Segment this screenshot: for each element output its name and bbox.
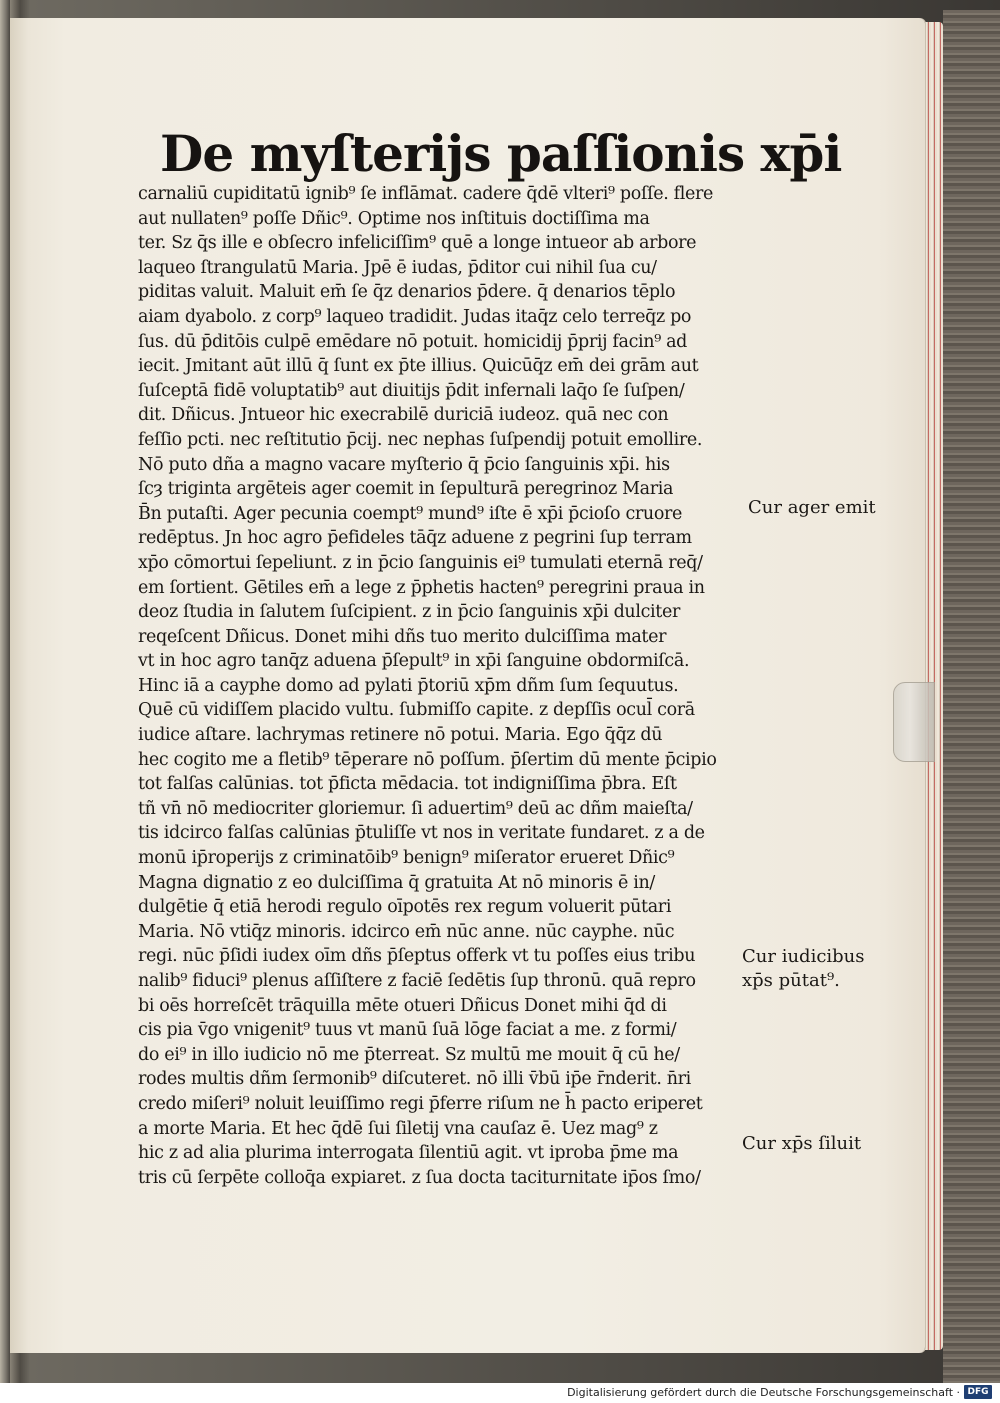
text-line: cis pia v̄go vnigenit⁹ tuus vt manū ſuā lōge faciat a me. z formi/ (138, 1020, 677, 1041)
text-line: aiam dyabolo. z corp⁹ laqueo tradidit. Judas itaq̄z celo terreq̄z po (138, 306, 692, 327)
margin-note-2-line-2: xp̄s pūtat⁹. (742, 970, 840, 991)
text-line: nalib⁹ fiduci⁹ plenus aſſiſtere z faciē ſedētis ſup thronū. quā repro (138, 971, 696, 991)
text-line: redēptus. Jn hoc agro p̄efideles tāq̄z aduene z pegrini ſup terram (138, 528, 692, 549)
text-line: xp̄o cōmortui ſepeliunt. z in p̄cio ſanguinis ei⁹ tumulati eternā req̄/ (138, 552, 703, 573)
text-line: Magna dignatio z eo dulciſſima q̄ gratuita At nō minoris ē in/ (138, 872, 655, 893)
text-line: monū ip̄roperijs z criminatōib⁹ benign⁹ miſerator erueret Dñic⁹ (138, 848, 675, 869)
body-text (138, 182, 742, 1190)
text-line: feſſio pcti. nec reſtitutio p̄cij. nec nephas ſuſpendij potuit emollire. (138, 429, 703, 450)
text-line: ſus. dū p̄ditōis culpē emēdare nō potuit. homicidij p̄prij facin⁹ ad (138, 331, 688, 352)
text-line: hec cogito me a fletib⁹ tēperare nō poſſum. p̄ſertim dū mente p̄cipio (138, 749, 717, 770)
text-line: vt in hoc agro tanq̄z aduena p̄ſepult⁹ in xp̄i ſanguine obdormiſcā. (138, 651, 690, 672)
text-line: regi. nūc p̄ſidi iudex oīm dñs p̄ſeptus offerk vt tu poſſes eius tribu (138, 946, 696, 967)
margin-note-1: Cur ager emit (748, 497, 876, 518)
text-line: em ſortient. Gētiles em̄ a lege z p̄phetis hacten⁹ peregrini praua in (138, 577, 705, 598)
text-line: aut nullaten⁹ poſſe Dñic⁹. Optime nos inſtituis doctiſſima ma (138, 208, 650, 229)
margin-note-3: Cur xp̄s ſiluit (742, 1133, 862, 1154)
text-line: ter. Sz q̄s ille e obſecro infeliciſſim⁹ quē a longe intueor ab arbore (138, 233, 697, 254)
text-line: ſuſceptā fidē voluptatib⁹ aut diuitijs p̄dit infernali laq̄o ſe ſuſpen/ (138, 380, 685, 401)
margin-note-2-line-1: Cur iudicibus (742, 946, 865, 967)
text-line: iecit. Jmitant aūt illū q̄ ſunt ex p̄te illius. Quicūq̄z em̄ dei grām aut (138, 356, 699, 377)
text-line: dit. Dñicus. Jntueor hic execrabilē duriciā iudeoz. quā nec con (138, 405, 669, 426)
text-line: tot falſas calūnias. tot p̄ficta mēdacia. tot indigniſſima p̄bra. Eſt (138, 774, 677, 795)
book-cover-edge (943, 10, 1000, 1383)
dfg-logo: DFG (964, 1385, 992, 1399)
text-line: Maria. Nō vtiq̄z minoris. idcirco em̄ nūc anne. nūc cayphe. nūc (138, 921, 675, 942)
text-line: bi oēs horreſcēt trāquilla mēte otueri Dñicus Donet mihi q̄d di (138, 995, 667, 1016)
text-line: do ei⁹ in illo iudicio nō me p̄terreat. Sz multū me mouit q̄ cū he/ (138, 1044, 680, 1065)
text-line: deoz ſtudia in ſalutem ſuſcipient. z in p̄cio ſanguinis xp̄i dulciter (138, 602, 680, 623)
page-title: De myſterijs paſſionis xp̄i (160, 124, 842, 183)
text-line: B̄n putaſti. Ager pecunia coempt⁹ mund⁹ iſte ē xp̄i p̄cioſo cruore (138, 503, 683, 524)
page-clip (893, 682, 935, 762)
text-line: Nō puto dña a magno vacare myſterio q̄ p̄cio ſanguinis xp̄i. his (138, 454, 670, 475)
text-line: laqueo ſtrangulatū Maria. Jpē ē iudas, p̄ditor cui nihil ſua cu/ (138, 257, 657, 278)
text-line: reqeſcent Dñicus. Donet mihi dñs tuo merito dulciſſima mater (138, 626, 667, 647)
footer-credit: Digitalisierung gefördert durch die Deutsche Forschungsgemeinschaft · (567, 1386, 960, 1399)
text-line: iudice aſtare. lachrymas retinere nō potui. Maria. Ego q̄q̄z dū (138, 725, 663, 746)
text-line: credo miſeri⁹ noluit leuiſſimo regi p̄ferre riſum ne h̄ pacto eriperet (138, 1093, 703, 1114)
text-line: rodes multis dñm ſermonib⁹ diſcuteret. nō illi v̄bū ip̄e r̄nderit. n̄ri (138, 1069, 691, 1090)
text-line: piditas valuit. Maluit em̄ ſe q̄z denarios p̄dere. q̄ denarios tēplo (138, 282, 676, 303)
text-line: dulgētie q̄ etiā herodi regulo oīpotēs rex regum voluerit pūtari (138, 897, 672, 918)
text-line: a morte Maria. Et hec q̄dē ſui ſiletij vna cauſaz ē. Uez mag⁹ z (138, 1118, 658, 1139)
text-line: tris cū ſerpēte colloq̄a expiaret. z ſua docta taciturnitate ip̄os ſmo/ (138, 1167, 701, 1188)
text-line: tis idcirco falſas calūnias p̄tuliſſe vt nos in veritate fundaret. z a de (138, 823, 705, 844)
text-line: hic z ad alia plurima interrogata ſilentiū agit. vt iproba p̄me ma (138, 1143, 679, 1164)
text-line: carnaliū cupiditatū ignib⁹ ſe inflāmat. cadere q̄dē vlteri⁹ poſſe. flere (138, 184, 714, 204)
text-line: ſcȝ triginta argēteis ager coemit in ſepulturā peregrinoz Maria (138, 479, 674, 500)
text-line: Quē cū vidiſſem placido vultu. ſubmiſſo capite. z depſſis ocul̄ corā (138, 700, 695, 721)
margin-note-2 (742, 945, 892, 993)
text-line: Hinc iā a cayphe domo ad pylati p̄toriū xp̄m dñm ſum ſequutus. (138, 675, 679, 696)
binding-board-left (0, 0, 10, 1383)
text-line: tñ vn̄ nō mediocriter gloriemur. ſi aduertim⁹ deū ac dñm maieſta/ (138, 798, 693, 819)
